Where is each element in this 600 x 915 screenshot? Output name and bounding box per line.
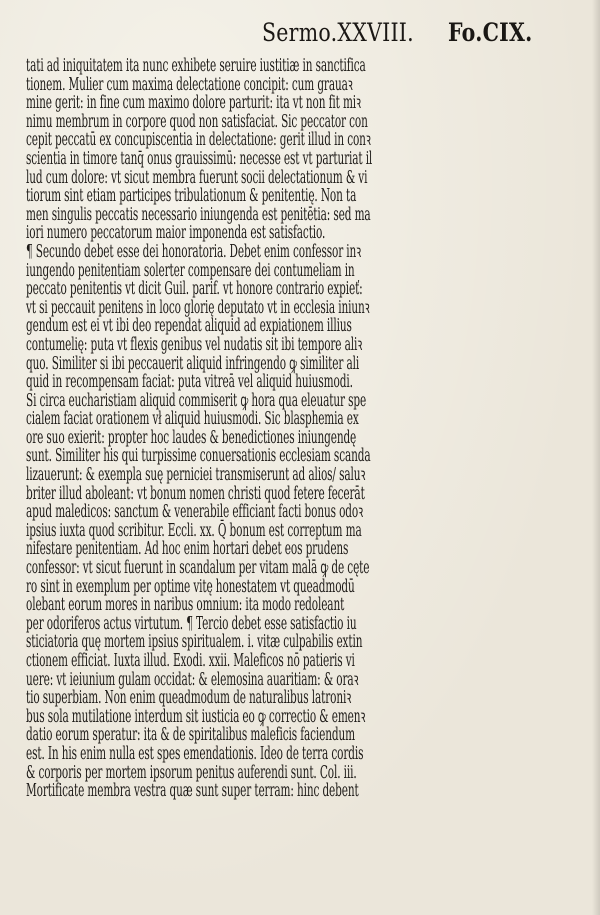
text-line: est. In his enim nulla est spes emendationis. Ideo de terra cordis bbox=[26, 743, 364, 764]
text-line: tati ad iniquitatem ita nunc exhibete seruire iustitiæ in sanctifica bbox=[26, 56, 366, 76]
text-line: vt si peccauit penitens in loco glorię deputato vt in ecclesia iniunꝛ bbox=[26, 297, 370, 318]
text-line: sunt. Similiter his qui turpissime conuersationis ecclesiam scanda bbox=[26, 446, 371, 467]
text-line: ¶ Secundo debet esse dei honoratoria. Debet enim confessor inꝛ bbox=[26, 241, 362, 262]
text-line: contumelię: puta vt flexis genibus vel nudatis sit ibi tempore aliꝛ bbox=[26, 334, 363, 355]
text-line: bus sola mutilatione interdum sit iusticia eo ꝙ correctio & emenꝛ bbox=[26, 706, 366, 727]
text-line: Si circa eucharistiam aliquid commiserit ꝙ hora qua eleuatur spe bbox=[26, 390, 367, 411]
text-line: briter illud aboleant: vt bonum nomen christi quod fetere fecerāt bbox=[26, 483, 365, 504]
text-line: iori numero peccatorum maior imponenda est satisfactio. bbox=[26, 223, 326, 244]
text-line: scientia in timore tanq̄ onus grauissimū: necesse est vt parturiat il bbox=[26, 148, 373, 169]
running-title: Sermo.XXVIII. bbox=[262, 18, 414, 47]
folio-number: Fo.CIX. bbox=[448, 18, 533, 47]
text-line: apud maledicos: sanctum & venerabile efficiant facti bonus odoꝛ bbox=[26, 502, 363, 523]
text-line: quid in recompensam faciat: puta vitreā vel aliquid huiusmodi. bbox=[26, 372, 353, 393]
text-line: datio eorum speratur: ita & de spiritalibus maleficis faciendum bbox=[26, 725, 355, 746]
text-line: tio superbiam. Non enim queadmodum de naturalibus latroniꝛ bbox=[26, 688, 352, 709]
text-line: men singulis peccatis necessario iniungenda est penitētia: sed ma bbox=[26, 204, 371, 225]
text-line: nimu membrum in corpore quod non satisfaciat. Sic peccator con bbox=[26, 111, 368, 132]
page-header bbox=[0, 18, 600, 54]
text-line: gendum est ei vt ibi deo rependat aliquid ad expiationem illius bbox=[26, 316, 352, 337]
body-text bbox=[26, 57, 480, 801]
text-line: olebant eorum mores in naribus omnium: ita modo redoleant bbox=[26, 595, 345, 616]
text-line: cepit peccatū ex concupiscentia in delectatione: gerit illud in conꝛ bbox=[26, 130, 371, 151]
text-line: mine gerit: in fine cum maximo dolore parturit: ita vt non fit miꝛ bbox=[26, 93, 361, 114]
text-line: uere: vt ieiunium gulam occidat: & elemosina auaritiam: & oraꝛ bbox=[26, 669, 359, 690]
text-line: ro sint in exemplum per optime vitę honestatem vt queadmodū bbox=[26, 576, 355, 597]
text-line: tiorum sint etiam participes tribulationum & penitentię. Non ta bbox=[26, 186, 357, 207]
text-line: Mortificate membra vestra quæ sunt super terram: hinc debent bbox=[26, 781, 359, 802]
text-line: iungendo penitentiam solerter compensare dei contumeliam in bbox=[26, 260, 355, 281]
text-line: lud cum dolore: vt sicut membra fuerunt socii delectationum & vi bbox=[26, 167, 368, 188]
text-line: ore suo exierit: propter hoc laudes & benedictiones iniungendę bbox=[26, 427, 357, 448]
text-line: lizauerunt: & exempla suę perniciei transmiserunt ad alios/ saluꝛ bbox=[26, 465, 366, 486]
text-line: & corporis per mortem ipsorum penitus auferendi sunt. Col. iii. bbox=[26, 762, 357, 783]
page-edge-shadow bbox=[592, 0, 600, 915]
text-line: per odoriferos actus virtutum. ¶ Tercio debet esse satisfactio iu bbox=[26, 613, 357, 634]
text-line: sticiatoria quę mortem ipsius spiritualem. i. vitæ culpabilis extin bbox=[26, 632, 363, 653]
text-line: ipsius iuxta quod scribitur. Eccli. xx. Q̄ bonum est correptum ma bbox=[26, 520, 362, 541]
text-line: ctionem efficiat. Iuxta illud. Exodi. xxii. Maleficos nō patieris vi bbox=[26, 651, 355, 671]
text-line: tionem. Mulier cum maxima delectatione concipit: cum grauaꝛ bbox=[26, 74, 353, 95]
text-line: peccato penitentis vt dicit Guil. parif. vt honore contrario expieť: bbox=[26, 279, 363, 300]
text-line: confessor: vt sicut fuerunt in scandalum per vitam malā ꝙ de cęte bbox=[26, 558, 370, 579]
text-line: cialem faciat orationem vł aliquid huiusmodi. Sic blasphemia ex bbox=[26, 409, 359, 430]
text-line: quo. Similiter si ibi peccauerit aliquid infringendo ꝙ similiter ali bbox=[26, 353, 360, 374]
text-line: nifestare penitentiam. Ad hoc enim hortari debet eos prudens bbox=[26, 539, 349, 560]
